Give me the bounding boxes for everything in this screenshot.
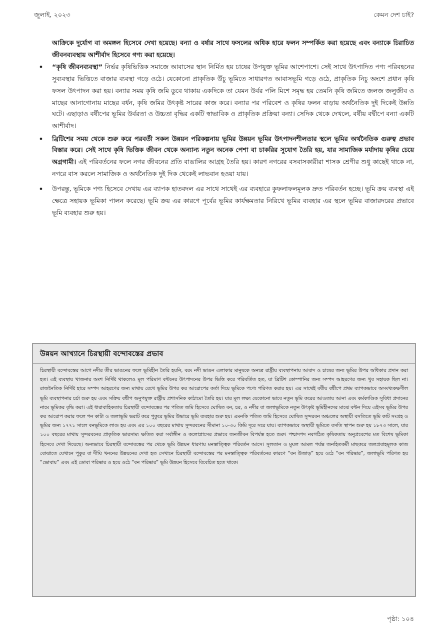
bullet-item <box>38 62 414 132</box>
running-header <box>34 10 414 22</box>
bullet-lead: ব্রিটিশের সময় থেকে শুরু করে পরবর্তী সকল উন্নয়ন পরিকল্পনায় ভূমির উন্নয়ন ভূমির উৎপাদনশীলতার স্থলে ভূমির অর্থনৈতিক গুরুত্ব প্রভাব বিস্তার করে। সেই সাথে কৃষি ভিত্তিক জীবন থেকে অন্যান্য নতুন অনেক পেশা বা চাকরির সুযোগ তৈরি হয়, যার সামাজিক মর্যাদায় কৃষির চেয়ে অগ্রগামী। <box>52 134 414 167</box>
bullet-paragraph <box>52 62 414 132</box>
bullet-item <box>38 184 414 219</box>
bullet-text: এই পরিবর্তনের ফলে নগর জীবনের প্রতি বাঙালির আগ্রহ তৈরি হয়। কারণ নগরের বসবাসকারীরা শাসক শ্রেণীর শুধু কাছেই থাকে না, নগরে বাস করলে সামাজিক ও অর্থনৈতিক দুই দিক থেকেই লাভবান হওয়া যায়। <box>52 158 414 178</box>
page-number: পৃষ্ঠা: ১০৪ <box>387 615 414 623</box>
body-text <box>38 38 414 221</box>
bullet-paragraph <box>52 184 414 219</box>
bullet-text: উপরন্তু, ভূমিকে পণ্য হিসেবে দেখায় এর ব্যাপক হাতবদল এর সাথে সাথেই এর ব্যবহারে কুফলাফলমূলক দ্রুত পরিবর্তন হচ্ছে। ভূমি ক্রয় ব্যবস্থা এই ক্ষেত্রে সহায়ক ভূমিকা পালন করেছে। ভূমি ক্রয় এর কারণে পূর্বের ভূমির কার্যক্ষমতার নিরিখে ভূমির ব্যবহার এর স্থলে ভূমির বাজারদরের প্রভাবে ভূমি ব্যবহার শুরু হয়। <box>52 185 414 217</box>
bullet-lead: “কৃষি জীবনব্যবস্থা” <box>52 63 103 72</box>
header-date: জুলাই, ২০২৩ <box>34 11 71 19</box>
box-body <box>40 367 408 468</box>
box-divider <box>33 363 415 364</box>
box-paragraph: চিরস্থায়ী বন্দোবস্তের আগে নদীর তীর ভাঙনের ফলে ভূমিহীন তৈরি হয়নি, বরং নদী ভাঙন এলাকার মানুষকে অন্যত্র রাষ্ট্রীয় ব্যবস্থাপনায় আবাদ ও চাষের জন্য ভূমির উপর অধিকার প্রদান করা হত। এই ব্যবস্থায় খাজনার অংশ নির্দিষ্ট থাকলেও মূল পরিমাণ বন্টনের উৎপাদনের উপর ভিত্তি করে পরিবর্তিত হত, যা ব্রিটিশ কোম্পানির জন্য সম্পদ আহরণের জন্য খুব সহায়ক ছিল না। রাজনৈতিক নির্দিষ্ট হারে সম্পদ আহরণের জন্য মাথায় রেখে ভূমির উপর কর আরোপের কর্তা দিয়ে ভূমিকে পণ্যে পরিণত করার হয়। এর সাথেই বর্ষীয় বৰ্দ্বীপে প্রথম ব্যাপকভাবে অসংখ্যকক্ষণীল ভূমি ব্যবস্থাপনার চর্চা শুরু হয় এবং সক্রিয় বৰ্দ্বীপ অনুপযুক্ত রাষ্ট্রীয় প্রশাসনিক কাঠামো তৈরি হয়। যার মূল লক্ষ্য যেকোনো ভাবে নতুন ভূমি করের আওতায় আনা এবং কর্মকাণ্ডিক সুবিধা প্রদানের নামে ভূমিকর বৃদ্ধি করা। এই ধারাবাহিকতায় চিরস্থায়ী বন্দোবস্তের পর পতিত জমি হিসেবে ঘোষিত বন, চর, ও নদীর বা জলাভূমিকে নতুন উৎকৃষ্ট ভূমিহীনদের মাঝে বন্টন দিয়ে এইসব ভূমির উপর কর আরোপ করার ফলে পন কাটা ও জলাভূমি ভরাট করে পুকুরে ভূমির উদ্ধারে ভূমি ব্যবহার শুরু হয়। এমনকি পতিত জমি হিসেবে ঘোষিত সুন্দরবন অঞ্চলের অস্থায়ী বসতিতে ভূমি কাট সংগ্রহ ও ভূমির জন্য ১৭৭১ সালে বনভূমিকে লাগু হয় এবং এর ১০০ বছরের মাথায় সুন্দরবনের সীমানা ১০-৩০ কিমি দূরে সরে যায়। ব্যাপকভাবে অস্থায়ী ভূমিতে বসতি স্থাপন শুরু হয় ১৮৭৩ সালে, যার ১০০ বছরের মাথায় সুন্দরবনের প্রাকৃতিক ভারসাম্য ক্ষতিত করা সর্বাঙ্গীন ও কলোপ্লাসের প্রভাবে জনজীবন বিপর্যস্ত হতে শুরু। পশ্চাদপদ নবগঠিত কৃষিকতায় অনুপ্রবেশের মত বিশেষ ভূমিকা হিসেবে দেখা দিয়েছে। অন্যভাবে চিরস্থায়ী বন্দোবস্তের পর থেকে ভূমি উন্নয়ন ধারণায় মনস্তাত্ত্বিক পরিবর্তন আসে। সুলতান ও মুঘল আমল পর্যন্ত জনহিতকর্মী মাছকরে জলপ্রবাহমূলক কাজ বোঝাতে যেখানে পুকুর বা দীঘি খননের উন্নয়নের দেখা হত সেখানে চিরস্থায়ী বন্দোবস্তের পর মনস্তাত্ত্বিক পরিবর্তনের কারণে “বন উজাড়” হয়ে ওঠে “বন পরিষ্কার”, জলাভূমি পরিণত হয় “ভোবায়” এবং এই ডোবা পরিষ্কার ও হয়ে ওঠে “বন পরিষ্কার” ভূমি উন্নয়ন হিসেবে বিবেচিত হতে থাকে। <box>40 368 408 467</box>
intro-paragraph: আক্রিকে দুর্যোগ বা অমঙ্গল হিসেবে দেখা হয়েছে। বন্যা ও বর্ষার সাথে ফসলের অধিক হারে ফলন সম্পর্কিত করা হয়েছে এবং বন্যাকে চিরাচিত জীবনব্যবস্থায় আশীর্বাদ হিসেবে গণ্য করা হয়েছে। <box>52 39 414 59</box>
bullet-icon: • <box>38 185 44 195</box>
bullet-text: নির্ভর কৃষিভিত্তিক সমাজে আবাসের স্থান নির্মিত হয় চাষের উপযুক্ত ভূমির আশেপাশে। সেই সাথে উৎপাদিত পণ্য পরিবহনের সুব্যবস্থার ভিত্তিতে বাজার ব্যবস্থা গড়ে ওঠে। যেকোনো প্রাকৃতিক উঁচু ভূমিতে সাধারণত আবাসভূমি গড়ে ওঠে, প্রাকৃতিক নিচু অংশে প্রধান কৃষি ফসল উৎপাদন করা হয়। বন্যার সময় কৃষি জমি ডুবে থাকায় একদিকে তা যেমন উর্বর পলি মিশে সমৃদ্ধ হয় তেমনি কৃষি জমিতে জলজ জলুজীব ও মাছের আনাগোনায় মাছের বর্ধন, কৃষি জমির উৎকৃষ্ট সারের কাজ করে। বন্যার পর পরিবেশ ও কৃষির ফলন বাড়ায় অর্থনৈতিক দুই দিকেই উন্নতি ঘটে। এছাড়াও বর্ষীপের ভূমির উর্বরতা ও উচ্চতা বৃদ্ধির একটি স্বাভাবিক ও প্রাকৃতিক প্রক্রিয়া বন্যা। সেদিক থেকে দেখলে, বর্ষীয় বৰ্দ্বীপে বন্যা একটি আশীর্বাদ। <box>52 63 414 130</box>
bullet-icon: • <box>38 134 44 144</box>
bullet-paragraph <box>52 134 414 181</box>
header-title: কেমন দেশ চাই? <box>373 11 414 19</box>
sidebar-box <box>32 343 416 597</box>
box-title: উন্নয়ন আখ্যানে চিরস্থায়ী বন্দোবস্তের প্রভাব <box>40 349 164 358</box>
bullet-icon: • <box>38 63 44 73</box>
bullet-item <box>38 134 414 181</box>
